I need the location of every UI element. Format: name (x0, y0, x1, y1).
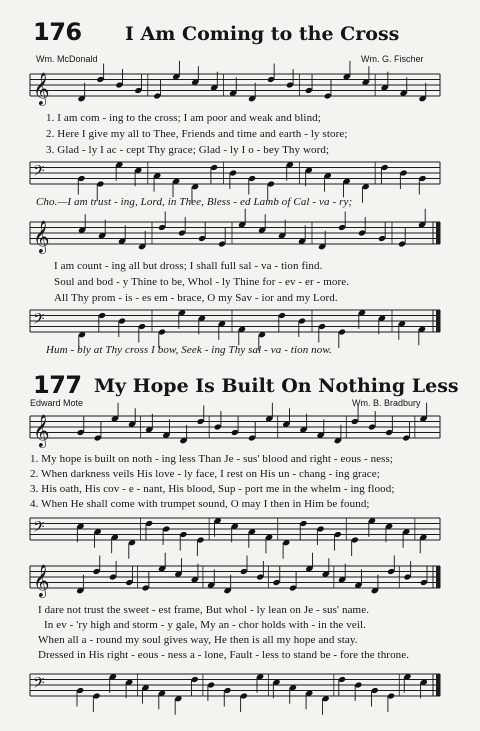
bass-clef-icon: 𝄢 (33, 162, 45, 184)
lyric-line: 4. When He shall come with trumpet sound, O may I then in Him be found; (30, 498, 370, 510)
lyric-line: 1. I am com - ing to the cross; I am poor and weak and blind; (46, 112, 321, 124)
bass-clef-icon: 𝄢 (33, 674, 45, 696)
treble-clef-icon: 𝄞 (33, 220, 50, 253)
music-staff (0, 406, 480, 450)
hymn-number: 177 (33, 371, 82, 399)
music-staff (0, 152, 480, 196)
treble-clef-icon: 𝄞 (33, 72, 50, 105)
lyric-line: 3. His oath, His cov - e - nant, His blood, Sup - port me in the whelm - ing flood; (30, 483, 395, 495)
music-staff (0, 300, 480, 344)
final-barline (436, 674, 440, 696)
hymn-title: My Hope Is Built On Nothing Less (94, 375, 459, 397)
lyric-line: Soul and bod - y Thine to be, Whol - ly Thine for - ev - er - more. (54, 276, 350, 288)
music-staff (0, 212, 480, 256)
chorus-line: Cho.—I am trust - ing, Lord, in Thee, Bless - ed Lamb of Cal - va - ry; (36, 196, 353, 208)
lyric-line: I am count - ing all but dross; I shall full sal - va - tion find. (54, 260, 323, 272)
final-barline (436, 310, 440, 332)
bass-clef-icon: 𝄢 (33, 518, 45, 540)
music-staff (0, 508, 480, 552)
words-credit: Wm. McDonald (36, 54, 98, 64)
lyric-line: I dare not trust the sweet - est frame, But whol - ly lean on Je - sus' name. (38, 604, 370, 616)
music-staff (0, 664, 480, 708)
treble-clef-icon: 𝄞 (33, 564, 50, 597)
lyric-line: All Thy prom - is - es em - brace, O my Sav - ior and my Lord. (54, 292, 338, 304)
final-barline (436, 222, 440, 244)
lyric-line: In ev - 'ry high and storm - y gale, My an - chor holds with - in the veil. (44, 619, 366, 631)
music-credit: Wm. G. Fischer (361, 54, 424, 64)
music-staff (0, 64, 480, 108)
lyric-line: 1. My hope is built on noth - ing less Than Je - sus' blood and right - eous - ness; (30, 453, 394, 465)
lyric-line: When all a - round my soul gives way, He then is all my hope and stay. (38, 634, 358, 646)
lyric-line: 2. When darkness veils His love - ly face, I rest on His un - chang - ing grace; (30, 468, 380, 480)
music-credit: Wm. B. Bradbury (352, 398, 421, 408)
bass-clef-icon: 𝄢 (33, 310, 45, 332)
lyric-line: 2. Here I give my all to Thee, Friends and time and earth - ly store; (46, 128, 348, 140)
hymn-title: I Am Coming to the Cross (125, 23, 400, 45)
lyric-line: 3. Glad - ly I ac - cept Thy grace; Glad - ly I o - bey Thy word; (46, 144, 330, 156)
treble-clef-icon: 𝄞 (33, 414, 50, 447)
lyric-line: Dressed in His right - eous - ness a - lone, Fault - less to stand be - fore the throne. (38, 649, 410, 661)
final-barline (436, 566, 440, 588)
lyric-line: Hum - bly at Thy cross I bow, Seek - ing Thy sal - va - tion now. (46, 344, 332, 356)
words-credit: Edward Mote (30, 398, 84, 408)
music-staff (0, 556, 480, 600)
hymn-number: 176 (33, 18, 82, 46)
